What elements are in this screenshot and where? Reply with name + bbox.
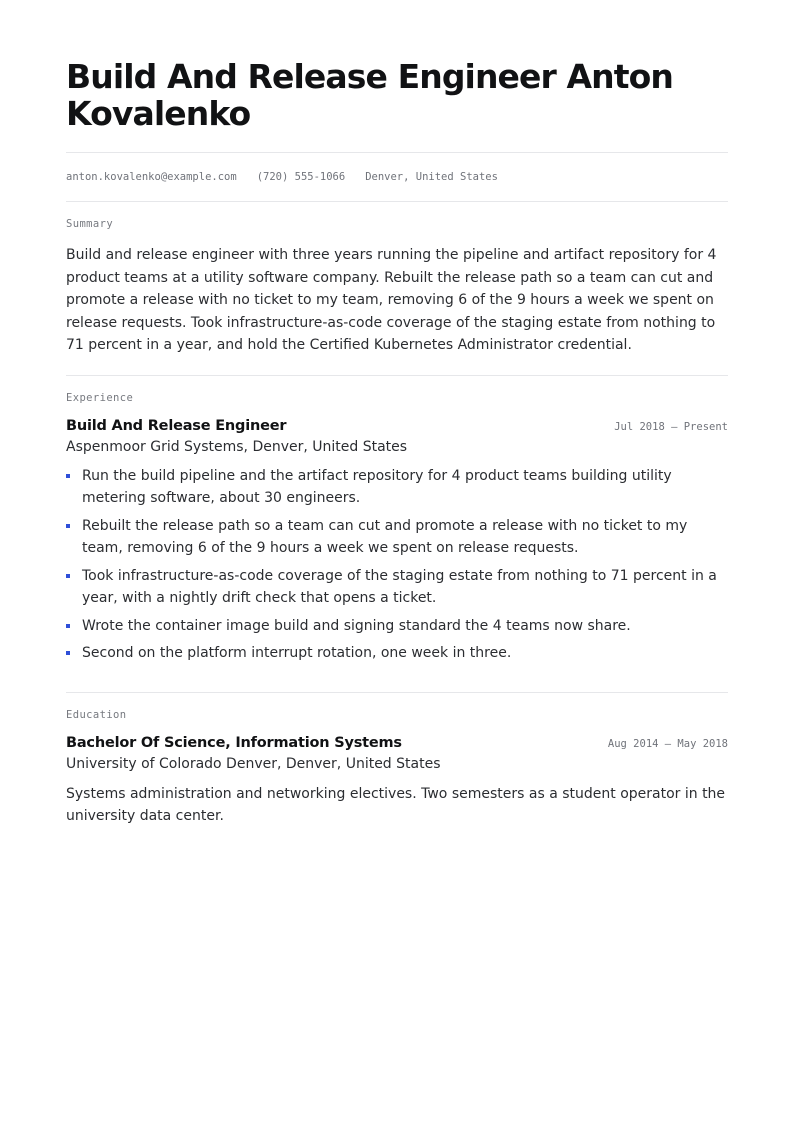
job-bullet	[66, 515, 728, 560]
experience-divider	[66, 375, 728, 376]
summary-section	[66, 218, 728, 357]
bullet-square-icon	[66, 624, 70, 628]
bullet-square-icon	[66, 474, 70, 478]
job-entry	[66, 418, 728, 665]
job-bullet-text: Run the build pipeline and the artifact repository for 4 product teams building utility metering software, about 30 engineers.	[82, 467, 672, 506]
education-dates: Aug 2014 — May 2018	[607, 737, 728, 750]
job-title: Build And Release Engineer	[66, 417, 287, 434]
education-section	[66, 709, 728, 828]
job-company: Aspenmoor Grid Systems, Denver, United States	[66, 438, 408, 455]
job-bullet	[66, 615, 728, 638]
contact-location: Denver, United States	[365, 171, 498, 183]
summary-divider	[66, 201, 728, 202]
job-bullet-text: Rebuilt the release path so a team can cut and promote a release with no ticket to my team, removing 6 of the 9 hours a week we spent on release requests.	[82, 517, 688, 556]
contact-line	[66, 153, 728, 201]
education-divider	[66, 692, 728, 693]
education-school: University of Colorado Denver, Denver, United States	[66, 755, 441, 772]
summary-text: Build and release engineer with three years running the pipeline and artifact repository for 4 product teams at a utility software company. Rebuilt the release path so a team can cut and promote a release with no ticket to my team, removing 6 of the 9 hours a week we spent on release requests. Took infrastructure-as-code coverage of the staging estate from nothing to 71 percent in a year, and hold the Certified Kubernetes Administrator credential.	[66, 247, 717, 353]
bullet-square-icon	[66, 524, 70, 528]
job-dates: Jul 2018 — Present	[614, 420, 728, 433]
job-bullet	[66, 565, 728, 610]
bullet-square-icon	[66, 574, 70, 578]
education-description: Systems administration and networking electives. Two semesters as a student operator in the university data center.	[66, 785, 726, 824]
contact-email[interactable]: anton.kovalenko@example.com	[66, 171, 237, 183]
resume-page	[66, 58, 728, 828]
experience-section	[66, 392, 728, 665]
summary-heading: Summary	[66, 218, 114, 230]
education-entry	[66, 735, 728, 828]
experience-heading: Experience	[66, 391, 134, 404]
job-bullet-text: Took infrastructure-as-code coverage of the staging estate from nothing to 71 percent in a year, with a nightly drift check that opens a ticket.	[82, 567, 717, 606]
job-header	[66, 418, 728, 434]
education-heading: Education	[66, 708, 127, 721]
job-bullet	[66, 642, 728, 665]
education-degree: Bachelor Of Science, Information Systems	[66, 734, 402, 751]
job-bullet	[66, 465, 728, 510]
contact-phone[interactable]: (720) 555-1066	[256, 171, 346, 183]
bullet-square-icon	[66, 651, 70, 655]
education-header	[66, 735, 728, 751]
job-bullet-text: Wrote the container image build and signing standard the 4 teams now share.	[82, 617, 631, 634]
resume-name: Build And Release Engineer Anton Kovalenko	[66, 57, 673, 133]
job-bullets	[66, 465, 728, 665]
job-bullet-text: Second on the platform interrupt rotation, one week in three.	[82, 645, 512, 661]
